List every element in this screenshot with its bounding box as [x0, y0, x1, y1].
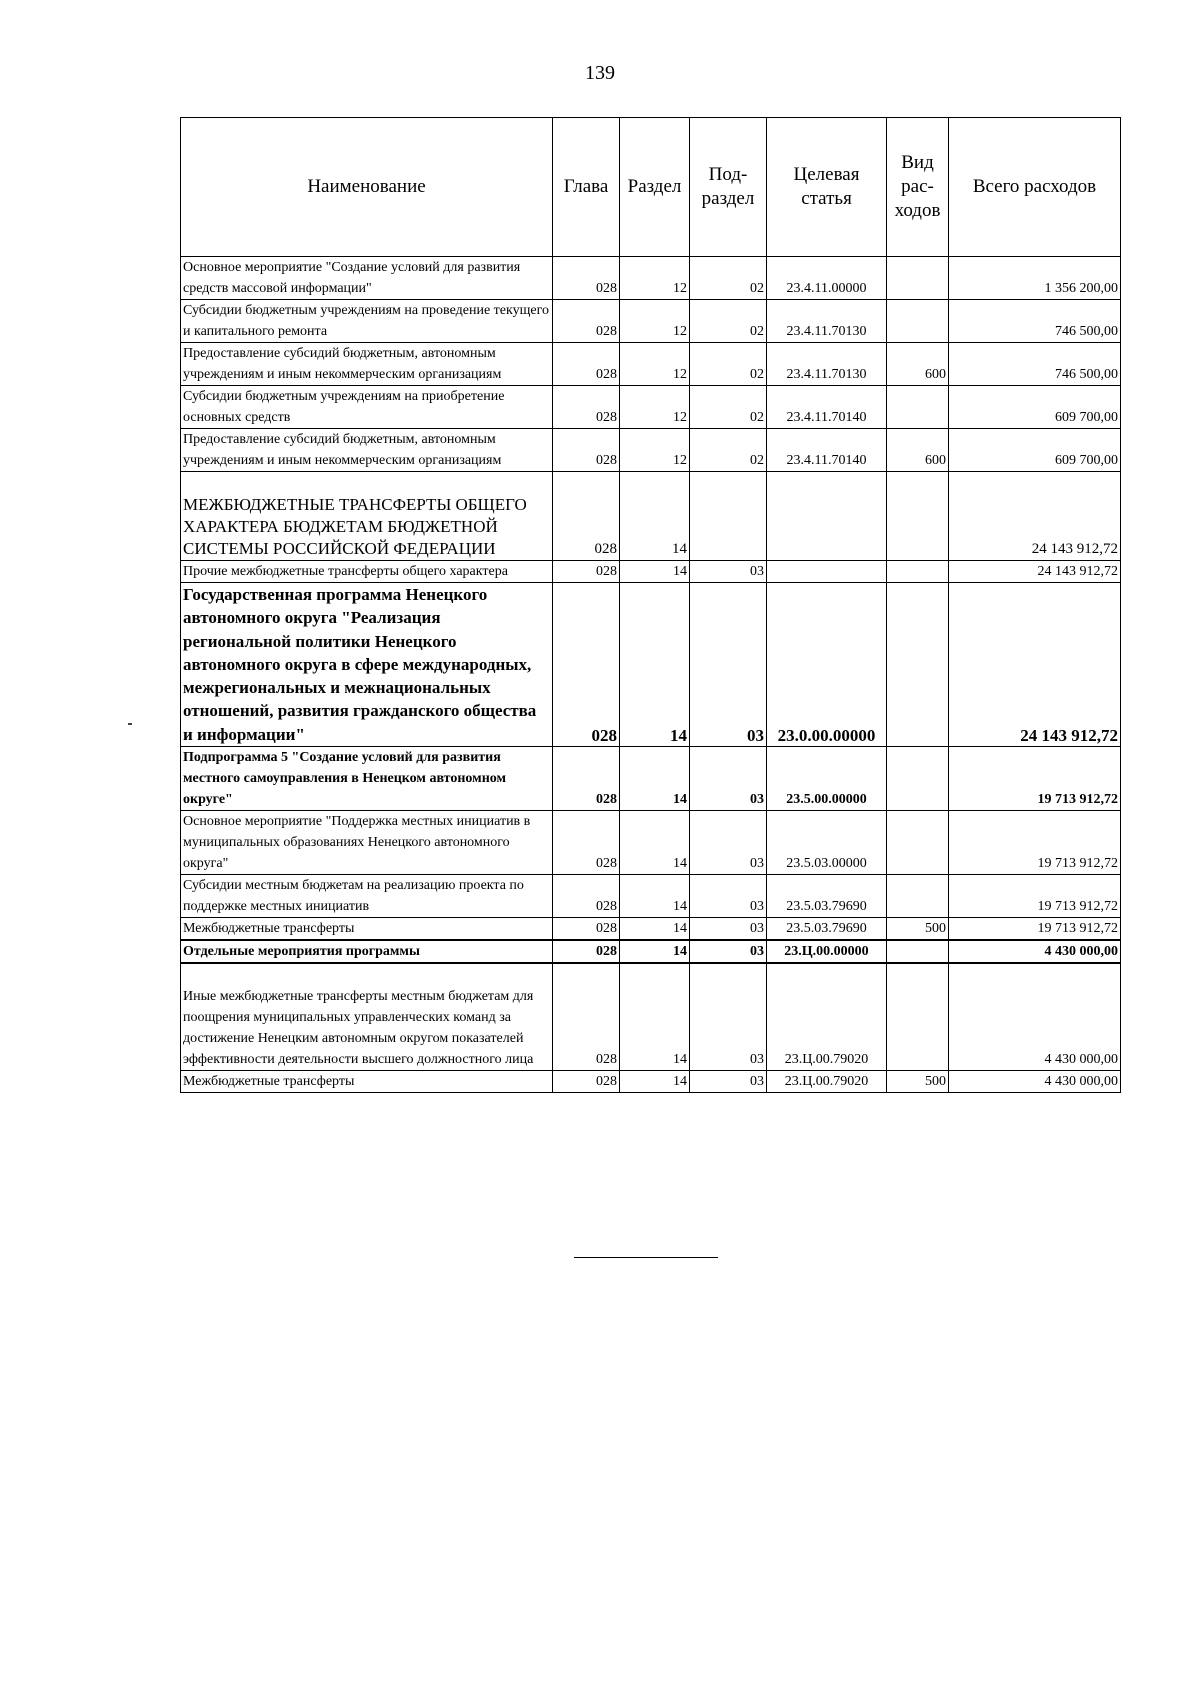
row-razdel: 14 — [620, 472, 690, 561]
row-podrazdel: 03 — [690, 747, 767, 811]
row-podrazdel: 02 — [690, 257, 767, 300]
row-vid: 500 — [887, 1071, 949, 1093]
row-name: Отдельные мероприятия программы — [181, 940, 553, 963]
table-row — [181, 257, 1121, 300]
row-celevaya: 23.4.11.70130 — [767, 300, 887, 343]
row-celevaya: 23.5.00.00000 — [767, 747, 887, 811]
row-name: Субсидии местным бюджетам на реализацию проекта по поддержке местных инициатив — [181, 875, 553, 918]
table-row — [181, 561, 1121, 583]
header-celevaya: Целевая статья — [767, 118, 887, 257]
row-name: Основное мероприятие "Создание условий для развития средств массовой информации" — [181, 257, 553, 300]
row-total: 4 430 000,00 — [949, 940, 1121, 963]
table-row — [181, 940, 1121, 963]
row-glava: 028 — [553, 257, 620, 300]
row-celevaya: 23.5.03.79690 — [767, 918, 887, 941]
row-total: 746 500,00 — [949, 343, 1121, 386]
row-name: Предоставление субсидий бюджетным, автономным учреждениям и иным некоммерческим организациям — [181, 343, 553, 386]
row-total: 19 713 912,72 — [949, 811, 1121, 875]
table-row — [181, 472, 1121, 561]
table-row — [181, 918, 1121, 941]
row-name: Прочие межбюджетные трансферты общего характера — [181, 561, 553, 583]
row-glava: 028 — [553, 747, 620, 811]
row-name: Государственная программа Ненецкого автономного округа "Реализация региональной политики Ненецкого автономного округа в сфере международных, межрегиональных и межнациональных отношений, развития гражданского общества и информации" — [181, 583, 553, 747]
row-glava: 028 — [553, 343, 620, 386]
table-row — [181, 300, 1121, 343]
row-total: 4 430 000,00 — [949, 963, 1121, 1071]
row-razdel: 14 — [620, 561, 690, 583]
row-total: 19 713 912,72 — [949, 918, 1121, 941]
row-name: Субсидии бюджетным учреждениям на приобретение основных средств — [181, 386, 553, 429]
row-glava: 028 — [553, 472, 620, 561]
header-podrazdel: Под-раздел — [690, 118, 767, 257]
page-number: 139 — [585, 62, 615, 84]
row-podrazdel: 02 — [690, 300, 767, 343]
row-podrazdel: 03 — [690, 1071, 767, 1093]
row-vid — [887, 747, 949, 811]
budget-table — [180, 117, 1121, 1093]
row-glava: 028 — [553, 429, 620, 472]
row-celevaya: 23.Ц.00.00000 — [767, 940, 887, 963]
row-glava: 028 — [553, 1071, 620, 1093]
row-total: 609 700,00 — [949, 386, 1121, 429]
row-celevaya: 23.4.11.00000 — [767, 257, 887, 300]
row-celevaya: 23.4.11.70140 — [767, 429, 887, 472]
table-row — [181, 386, 1121, 429]
table-row — [181, 811, 1121, 875]
row-podrazdel: 03 — [690, 940, 767, 963]
row-total: 609 700,00 — [949, 429, 1121, 472]
row-glava: 028 — [553, 811, 620, 875]
row-razdel: 14 — [620, 918, 690, 941]
row-razdel: 14 — [620, 940, 690, 963]
row-podrazdel: 03 — [690, 918, 767, 941]
table-row — [181, 429, 1121, 472]
row-total: 19 713 912,72 — [949, 875, 1121, 918]
table-row — [181, 747, 1121, 811]
row-razdel: 12 — [620, 343, 690, 386]
row-razdel: 12 — [620, 257, 690, 300]
row-glava: 028 — [553, 918, 620, 941]
row-razdel: 14 — [620, 811, 690, 875]
table-row — [181, 583, 1121, 747]
row-vid: 600 — [887, 343, 949, 386]
row-total: 1 356 200,00 — [949, 257, 1121, 300]
row-podrazdel — [690, 472, 767, 561]
row-razdel: 12 — [620, 300, 690, 343]
row-glava: 028 — [553, 583, 620, 747]
header-total: Всего расходов — [949, 118, 1121, 257]
row-vid — [887, 875, 949, 918]
row-vid — [887, 561, 949, 583]
row-razdel: 14 — [620, 583, 690, 747]
row-glava: 028 — [553, 300, 620, 343]
row-name: Основное мероприятие "Поддержка местных инициатив в муниципальных образованиях Ненецкого автономного округа" — [181, 811, 553, 875]
row-glava: 028 — [553, 875, 620, 918]
row-podrazdel: 02 — [690, 343, 767, 386]
row-name: Межбюджетные трансферты — [181, 1071, 553, 1093]
header-vid: Вид рас-ходов — [887, 118, 949, 257]
row-name — [181, 963, 553, 1071]
table-row — [181, 875, 1121, 918]
row-glava: 028 — [553, 963, 620, 1071]
closing-rule — [574, 1257, 718, 1258]
row-razdel: 12 — [620, 429, 690, 472]
row-name: Межбюджетные трансферты — [181, 918, 553, 941]
row-vid: 500 — [887, 918, 949, 941]
row-vid — [887, 963, 949, 1071]
row-total: 24 143 912,72 — [949, 561, 1121, 583]
row-celevaya: 23.Ц.00.79020 — [767, 963, 887, 1071]
row-vid — [887, 386, 949, 429]
row-total: 24 143 912,72 — [949, 472, 1121, 561]
row-total: 19 713 912,72 — [949, 747, 1121, 811]
header-name: Наименование — [181, 118, 553, 257]
row-glava: 028 — [553, 940, 620, 963]
header-glava: Глава — [553, 118, 620, 257]
row-celevaya: 23.5.03.79690 — [767, 875, 887, 918]
row-total: 746 500,00 — [949, 300, 1121, 343]
row-razdel: 14 — [620, 747, 690, 811]
row-total: 4 430 000,00 — [949, 1071, 1121, 1093]
row-name: Предоставление субсидий бюджетным, автономным учреждениям и иным некоммерческим организациям — [181, 429, 553, 472]
row-celevaya: 23.Ц.00.79020 — [767, 1071, 887, 1093]
row-vid — [887, 472, 949, 561]
row-name-text: МЕЖБЮДЖЕТНЫЕ ТРАНСФЕРТЫ ОБЩЕГО ХАРАКТЕРА БЮДЖЕТАМ БЮДЖЕТНОЙ СИСТЕМЫ РОССИЙСКОЙ ФЕДЕРАЦИИ — [183, 495, 527, 558]
row-celevaya: 23.0.00.00000 — [767, 583, 887, 747]
row-vid — [887, 257, 949, 300]
row-celevaya: 23.4.11.70140 — [767, 386, 887, 429]
row-vid — [887, 583, 949, 747]
row-celevaya — [767, 472, 887, 561]
row-razdel: 14 — [620, 963, 690, 1071]
row-razdel: 14 — [620, 1071, 690, 1093]
row-podrazdel: 03 — [690, 875, 767, 918]
row-name — [181, 472, 553, 561]
row-celevaya: 23.5.03.00000 — [767, 811, 887, 875]
row-podrazdel: 02 — [690, 386, 767, 429]
row-razdel: 12 — [620, 386, 690, 429]
row-name: Подпрограмма 5 "Создание условий для развития местного самоуправления в Ненецком автономном округе" — [181, 747, 553, 811]
row-vid — [887, 811, 949, 875]
row-name: Субсидии бюджетным учреждениям на проведение текущего и капитального ремонта — [181, 300, 553, 343]
row-podrazdel: 03 — [690, 963, 767, 1071]
row-glava: 028 — [553, 561, 620, 583]
margin-mark — [128, 723, 132, 725]
spacer — [183, 964, 550, 986]
row-podrazdel: 03 — [690, 583, 767, 747]
table-header-row — [181, 118, 1121, 257]
header-razdel: Раздел — [620, 118, 690, 257]
spacer — [183, 472, 550, 494]
row-name-text: Иные межбюджетные трансферты местным бюджетам для поощрения муниципальных управленческих команд за достижение Ненецким автономным округом показателей эффективности деятельности высшего должностного лица — [183, 989, 534, 1068]
row-celevaya — [767, 561, 887, 583]
row-vid — [887, 940, 949, 963]
row-vid: 600 — [887, 429, 949, 472]
table-row — [181, 963, 1121, 1071]
table-row — [181, 343, 1121, 386]
row-vid — [887, 300, 949, 343]
row-podrazdel: 02 — [690, 429, 767, 472]
row-celevaya: 23.4.11.70130 — [767, 343, 887, 386]
row-podrazdel: 03 — [690, 811, 767, 875]
row-podrazdel: 03 — [690, 561, 767, 583]
row-total: 24 143 912,72 — [949, 583, 1121, 747]
table-row — [181, 1071, 1121, 1093]
row-razdel: 14 — [620, 875, 690, 918]
row-glava: 028 — [553, 386, 620, 429]
